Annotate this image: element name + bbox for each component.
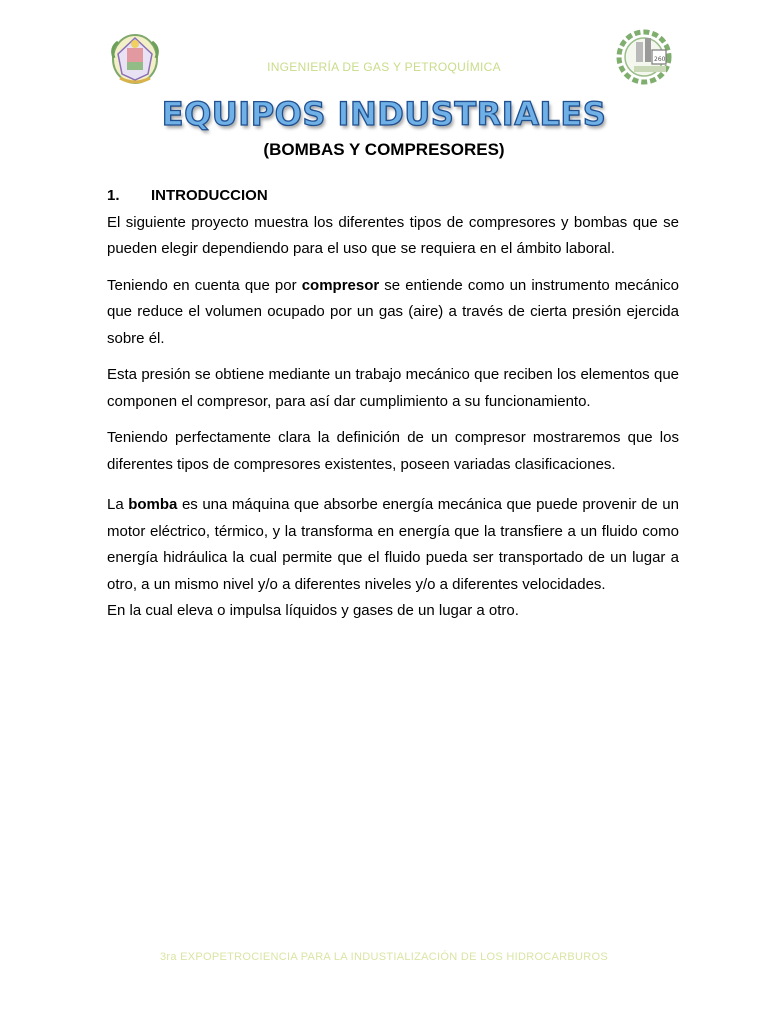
paragraph-bomba — [107, 492, 679, 598]
paragraph-text: es una máquina que absorbe energía mecánica que puede provenir de un motor eléctrico, térmico, y la transforma en energía que la transfiere a un fluido como energía hidráulica la cual permite que el fluido pueda ser transportado de un lugar a otro, a un mismo nivel y/o a diferentes niveles y/o a diferentes velocidades. — [107, 496, 679, 593]
term-compresor: compresor — [301, 276, 380, 294]
paragraph-impulsa: En la cual eleva o impulsa líquidos y gases de un lugar a otro. — [107, 602, 519, 619]
paragraph-text: La — [107, 496, 129, 513]
section-title: INTRODUCCION — [151, 187, 268, 204]
section-heading — [107, 183, 679, 210]
document-body — [107, 183, 679, 635]
university-crest-logo — [106, 28, 164, 86]
paragraph-intro: El siguiente proyecto muestra los diferentes tipos de compresores y bombas que se pueden elegir dependiendo para el uso que se requiera en el ámbito laboral. — [107, 213, 679, 257]
footer-event: 3ra EXPOPETROCIENCIA PARA LA INDUSTIALIZACIÓN DE LOS HIDROCARBUROS — [159, 951, 609, 963]
svg-text:260: 260 — [654, 56, 666, 63]
document-subtitle: (BOMBAS Y COMPRESORES) — [263, 140, 505, 159]
term-bomba: bomba — [128, 496, 178, 513]
paragraph-text: se entiende como un instrumento mecánico que reduce el volumen ocupado por un gas (aire) a través de cierta presión ejercida sobre él. — [107, 276, 679, 347]
paragraph-compresor — [107, 273, 679, 353]
gear-emblem-logo — [614, 28, 678, 86]
paragraph-text: Teniendo en cuenta que por — [107, 276, 302, 294]
section-number: 1. — [107, 187, 120, 204]
paragraph-presion: Esta presión se obtiene mediante un trabajo mecánico que reciben los elementos que componen el compresor, para así dar cumplimiento a su funcionamiento. — [107, 366, 679, 410]
paragraph-clasificaciones: Teniendo perfectamente clara la definición de un compresor mostraremos que los diferentes tipos de compresores existentes, poseen variadas clasificaciones. — [107, 429, 679, 473]
document-title: EQUIPOS INDUSTRIALES — [161, 95, 607, 133]
header-department: INGENIERÍA DE GAS Y PETROQUÍMICA — [267, 60, 501, 74]
